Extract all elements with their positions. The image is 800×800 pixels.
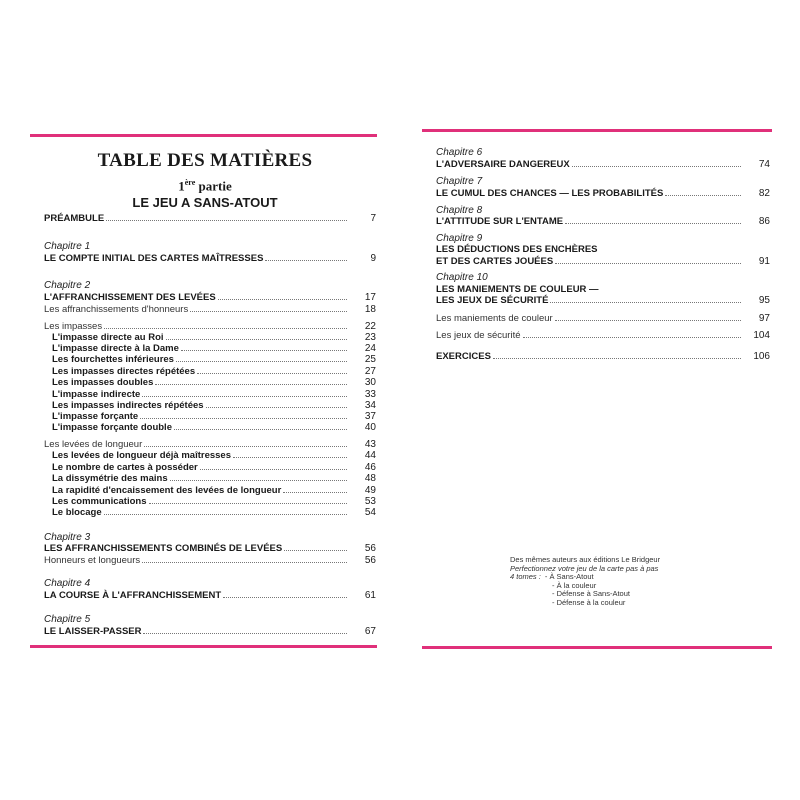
toc-subentry[interactable]: Les impasses directes répétées 27	[52, 366, 376, 377]
toc-subentry[interactable]: L'impasse indirecte 33	[52, 389, 376, 400]
toc-entry[interactable]: Honneurs et longueurs 56	[44, 555, 376, 566]
toc-entry-chapter-9[interactable]: ET DES CARTES JOUÉES 91	[436, 256, 770, 267]
toc-entry-chapter-10[interactable]: LES JEUX DE SÉCURITÉ 95	[436, 295, 770, 306]
toc-entry-chapter-4[interactable]: LA COURSE À L'AFFRANCHISSEMENT 61	[44, 590, 376, 601]
chapter-label: Chapitre 8	[436, 205, 483, 216]
chapter-label: Chapitre 2	[44, 280, 91, 291]
toc-entry-chapter-2[interactable]: L'AFFRANCHISSEMENT DES LEVÉES 17	[44, 292, 376, 303]
toc-subentry[interactable]: Les fourchettes inférieures 25	[52, 354, 376, 365]
toc-right-page	[436, 0, 770, 800]
part-number: 1ère partie	[178, 178, 232, 194]
toc-entry[interactable]: Les affranchissements d'honneurs 18	[44, 304, 376, 315]
toc-subentry[interactable]: Le nombre de cartes à posséder 46	[52, 462, 376, 473]
chapter-label: Chapitre 3	[44, 532, 91, 543]
toc-entry[interactable]: Les levées de longueur 43	[44, 439, 376, 450]
toc-entry-chapter-8[interactable]: L'ATTITUDE SUR L'ENTAME 86	[436, 216, 770, 227]
chapter-label: Chapitre 10	[436, 272, 488, 283]
chapter-label: Chapitre 1	[44, 241, 91, 252]
note-item: - Défense à Sans-Atout	[552, 589, 630, 598]
toc-entry[interactable]: Les impasses 22	[44, 321, 376, 332]
toc-entry-chapter-7[interactable]: LE CUMUL DES CHANCES — LES PROBABILITÉS 82	[436, 188, 770, 199]
toc-entry-chapter-3[interactable]: LES AFFRANCHISSEMENTS COMBINÉS DE LEVÉES 56	[44, 543, 376, 554]
page-title: TABLE DES MATIÈRES	[97, 150, 313, 171]
toc-entry-chapter-5[interactable]: LE LAISSER-PASSER 67	[44, 626, 376, 637]
toc-subentry[interactable]: Les levées de longueur déjà maîtresses 44	[52, 450, 376, 461]
toc-entry[interactable]: Les maniements de couleur 97	[436, 313, 770, 324]
toc-subentry[interactable]: L'impasse directe au Roi 23	[52, 332, 376, 343]
note-line-2: Perfectionnez votre jeu de la carte pas à pas	[510, 563, 659, 573]
part-title: LE JEU A SANS-ATOUT	[132, 195, 278, 211]
chapter-label: Chapitre 7	[436, 176, 483, 187]
note-line-1: Des mêmes auteurs aux éditions Le Bridgeur	[510, 555, 661, 564]
toc-entry-chapter-10-line1[interactable]: LES MANIEMENTS DE COULEUR —	[436, 284, 599, 295]
toc-subentry[interactable]: L'impasse forçante double 40	[52, 422, 376, 433]
toc-subentry[interactable]: Les impasses doubles 30	[52, 377, 376, 388]
toc-subentry[interactable]: L'impasse directe à la Dame 24	[52, 343, 376, 354]
toc-left-page	[44, 0, 376, 800]
toc-entry-chapter-6[interactable]: L'ADVERSAIRE DANGEREUX 74	[436, 159, 770, 170]
toc-subentry[interactable]: Le blocage 54	[52, 507, 376, 518]
toc-subentry[interactable]: La dissymétrie des mains 48	[52, 473, 376, 484]
note-item: - À Sans-Atout	[544, 572, 594, 581]
note-item: - Défense à la couleur	[552, 597, 626, 607]
toc-entry[interactable]: Les jeux de sécurité 104	[436, 330, 770, 341]
note-prefix: 4 tomes :	[510, 572, 541, 581]
toc-entry-chapter-1[interactable]: LE COMPTE INITIAL DES CARTES MAÎTRESSES 9	[44, 253, 376, 264]
note-item: - À la couleur	[552, 580, 597, 590]
toc-subentry[interactable]: La rapidité d'encaissement des levées de longueur 49	[52, 485, 376, 496]
toc-entry-exercices[interactable]: EXERCICES 106	[436, 351, 770, 362]
toc-subentry[interactable]: Les communications 53	[52, 496, 376, 507]
toc-entry-preambule[interactable]: PRÉAMBULE 7	[44, 213, 376, 224]
chapter-label: Chapitre 4	[44, 578, 91, 589]
toc-subentry[interactable]: L'impasse forçante 37	[52, 411, 376, 422]
chapter-label: Chapitre 9	[436, 233, 483, 244]
toc-subentry[interactable]: Les impasses indirectes répétées 34	[52, 400, 376, 411]
publisher-note	[510, 556, 660, 607]
toc-entry-chapter-9-line1[interactable]: LES DÉDUCTIONS DES ENCHÈRES	[436, 244, 598, 255]
chapter-label: Chapitre 5	[44, 614, 91, 625]
chapter-label: Chapitre 6	[436, 147, 483, 158]
